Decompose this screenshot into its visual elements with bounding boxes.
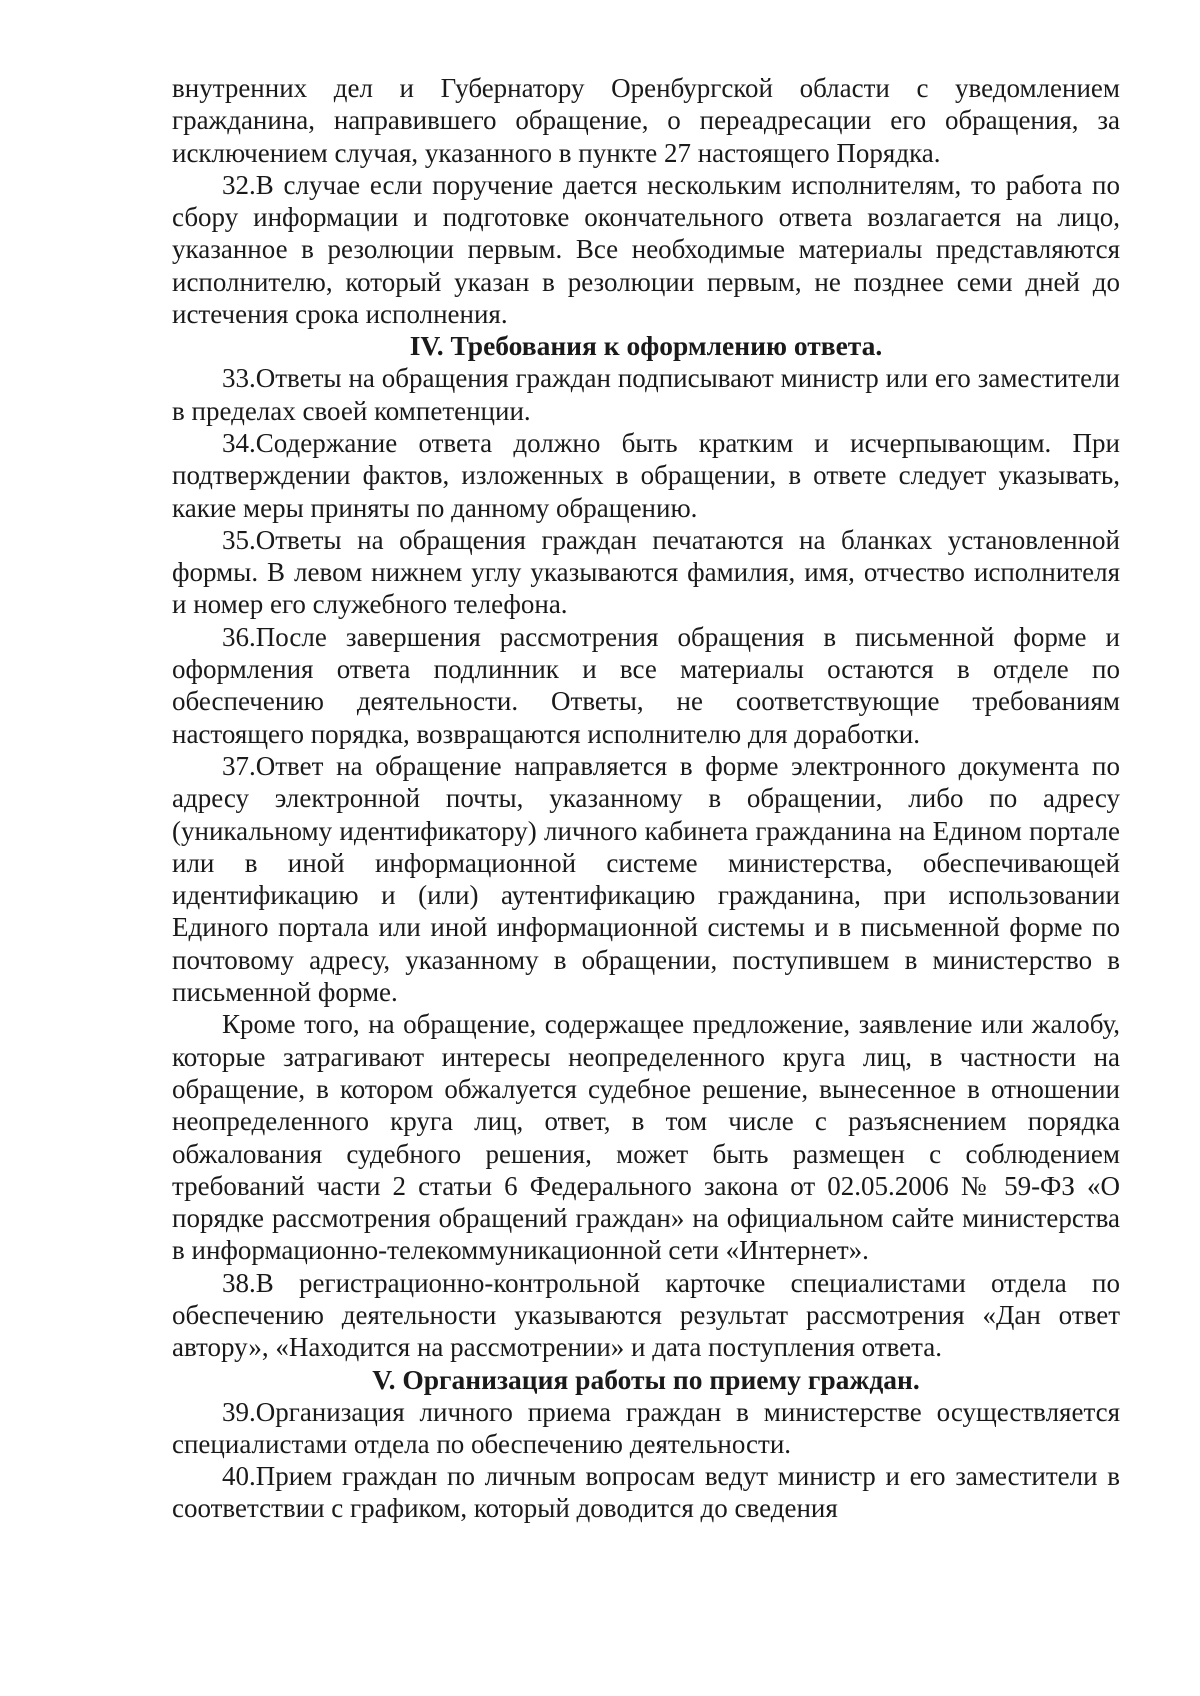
paragraph-38: 38.В регистрационно-контрольной карточке специалистами отдела по обеспечению деятельности указываются результат рассмотрения «Дан ответ автору», «Находится на рассмотрении» и дата поступления ответа. <box>172 1267 1120 1363</box>
section-5-heading: V. Организация работы по приему граждан. <box>372 1363 920 1395</box>
paragraph-36: 36.После завершения рассмотрения обращения в письменной форме и оформления ответа подлинник и все материалы остаются в отделе по обеспечению деятельности. Ответы, не соответствующие требованиям настоящего порядка, возвращаются исполнителю для доработки. <box>172 621 1120 749</box>
paragraph-continuation: внутренних дел и Губернатору Оренбургской области с уведомлением гражданина, направившего обращение, о переадресации его обращения, за исключением случая, указанного в пункте 27 настоящего Порядка. <box>172 73 1120 168</box>
paragraph-33: 33.Ответы на обращения граждан подписывают министр или его заместители в пределах своей компетенции. <box>172 363 1120 426</box>
paragraph-34: 34.Содержание ответа должно быть кратким и исчерпывающим. При подтверждении фактов, изложенных в обращении, в ответе следует указывать, какие меры приняты по данному обращению. <box>172 427 1120 523</box>
paragraph-37: 37.Ответ на обращение направляется в форме электронного документа по адресу электронной почты, указанному в обращении, либо по адресу (уникальному идентификатору) личного кабинета гражданина на Едином портале или в иной информационной системе министерства, обеспечивающей идентификацию и (или) аутентификацию гражданина, при использовании Единого портала или иной информационной системы и в письменной форме по почтовому адресу, указанному в обращении, поступившем в министерство в письменной форме. <box>172 750 1120 1008</box>
paragraph-32: 32.В случае если поручение дается нескольким исполнителям, то работа по сбору информации и подготовке окончательного ответа возлагается на лицо, указанное в резолюции первым. Все необходимые материалы представляются исполнителю, который указан в резолюции первым, не позднее семи дней до истечения срока исполнения. <box>172 169 1120 330</box>
document-page <box>172 72 1120 1525</box>
paragraph-37-addendum: Кроме того, на обращение, содержащее предложение, заявление или жалобу, которые затрагивают интересы неопределенного круга лиц, в частности на обращение, в котором обжалуется судебное решение, вынесенное в отношении неопределенного круга лиц, ответ, в том числе с разъяснением порядка обжалования судебного решения, может быть размещен с соблюдением требований части 2 статьи 6 Федерального закона от 02.05.2006 № 59-ФЗ «О порядке рассмотрения обращений граждан» на официальном сайте министерства в информационно-телекоммуникационной сети «Интернет». <box>172 1009 1120 1266</box>
paragraph-35: 35.Ответы на обращения граждан печатаются на бланках установленной формы. В левом нижнем углу указываются фамилия, имя, отчество исполнителя и номер его служебного телефона. <box>172 524 1120 620</box>
paragraph-40: 40.Прием граждан по личным вопросам ведут министр и его заместители в соответствии с графиком, который доводится до сведения <box>172 1461 1120 1524</box>
paragraph-39: 39.Организация личного приема граждан в министерстве осуществляется специалистами отдела по обеспечению деятельности. <box>172 1396 1120 1459</box>
section-4-heading: IV. Требования к оформлению ответа. <box>409 330 883 362</box>
